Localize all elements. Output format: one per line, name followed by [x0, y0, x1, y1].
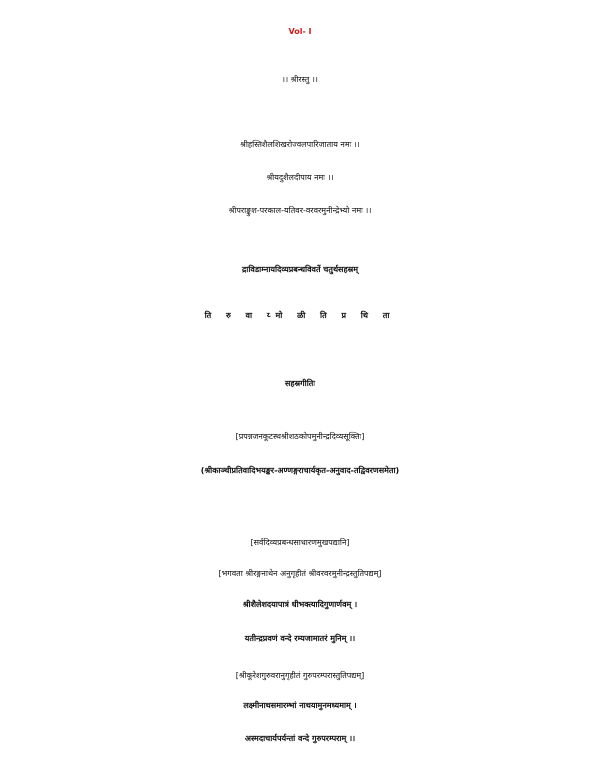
- description-line: [प्रपन्नजनकूटस्थश्रीशठकोपमुनीन्द्रदिव्यसूक्तिः]: [235, 432, 365, 441]
- verse-line-2: यतीन्द्रप्रवणं वन्दे रम्यजामातरं मुनिम् ।।: [244, 634, 356, 643]
- book-title: ति रु वा य्मो ळी ति प्र थि ता: [204, 311, 396, 320]
- salutation-line-1: श्रीहस्तिशैलशिखरोज्वलपारिजाताय नमः ।।: [240, 140, 360, 149]
- salutation-line-3: श्रीपराङ्कुश-परकाल-यतिवर-वरवरमुनीन्द्रेभ्यो नमः ।।: [228, 206, 372, 215]
- verse-line-1: श्रीशैलेशदयापात्रं धीभक्त्यादिगुणार्णवम् ।: [242, 600, 358, 609]
- verse-line-4: अस्मदाचार्यपर्यन्तां वन्दे गुरुपरम्पराम् ।।: [244, 734, 356, 743]
- salutation-line-2: श्रीयदुशैलदीपाय नमः ।।: [266, 173, 334, 182]
- series-heading: द्राविडाम्नायदिव्यप्रबन्धविवर्ते चतुर्थसहस्रम्: [242, 265, 358, 274]
- section-heading: [सर्वदिव्यप्रबन्धसाधारणमुखपद्यानि]: [250, 538, 350, 547]
- verse-intro-1: [भगवता श्रीरङ्गनाथेन अनुगृहीतं श्रीवरवरमुनीन्द्रस्तुतिपद्यम्]: [218, 569, 382, 578]
- verse-intro-2: [श्रीकूरेशगुरुवरानुगृहीतं गुरुपरम्परास्तुतिपद्यम्]: [235, 671, 365, 680]
- verse-line-3: लक्ष्मीनाथसमारम्भां नाथयामुनमध्यमाम् ।: [243, 701, 357, 710]
- commentary-line: (श्रीकाञ्चीप्रतिवादिभयङ्कर-अण्णङ्गराचार्यकृत-अनुवाद-तद्विवरणसमेता): [200, 466, 400, 475]
- invocation-line: ।। श्रीरस्तु ।।: [282, 75, 318, 84]
- volume-label: Vol- I: [288, 27, 312, 36]
- book-subtitle: सहस्रगीतिः: [285, 379, 315, 388]
